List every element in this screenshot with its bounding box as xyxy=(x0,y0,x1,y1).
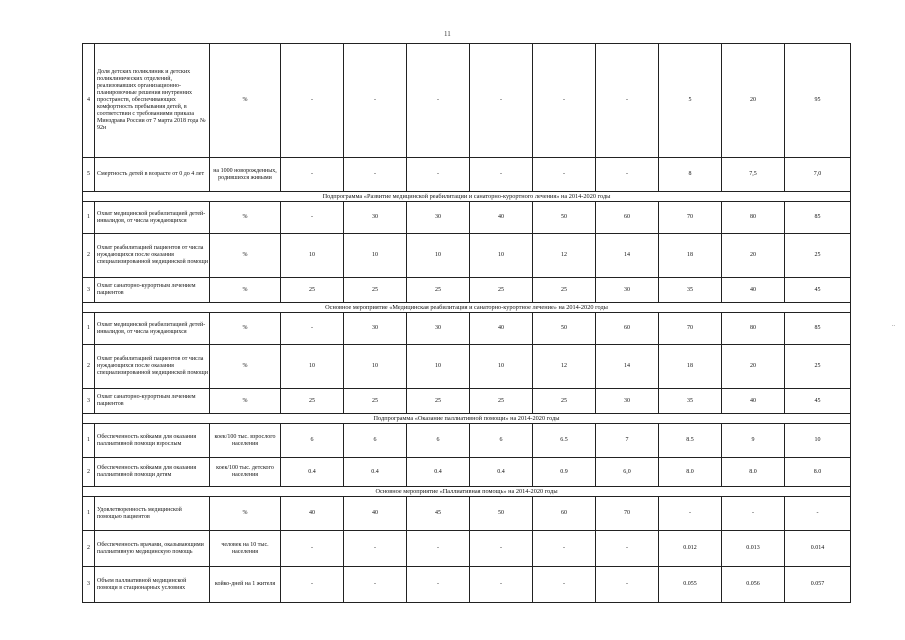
table-row xyxy=(83,313,851,345)
value-cell: - xyxy=(281,202,344,234)
table-row xyxy=(83,278,851,303)
value-cell: 10 xyxy=(785,424,851,458)
table-row xyxy=(83,531,851,567)
value-cell: 0.057 xyxy=(785,567,851,603)
value-cell: 10 xyxy=(407,234,470,278)
value-cell: 25 xyxy=(407,389,470,414)
value-cell: 0.013 xyxy=(722,531,785,567)
value-cell: 6,0 xyxy=(596,458,659,487)
row-number: 2 xyxy=(83,234,95,278)
value-cell: 35 xyxy=(659,389,722,414)
table-row xyxy=(83,158,851,192)
value-cell: 50 xyxy=(470,497,533,531)
unit-cell: % xyxy=(210,278,281,303)
table-row xyxy=(83,567,851,603)
value-cell: - xyxy=(596,567,659,603)
value-cell: 45 xyxy=(785,389,851,414)
indicator-name: Охват санаторно-курортным лечением пациентов xyxy=(95,389,210,414)
value-cell: 35 xyxy=(659,278,722,303)
value-cell: 25 xyxy=(470,389,533,414)
table-row xyxy=(83,234,851,278)
value-cell: - xyxy=(596,44,659,158)
value-cell: 30 xyxy=(596,278,659,303)
indicator-name: Доля детских поликлиник и детских поликлинических отделений, реализовавших организационно-планировочные решения внутренних пространств, обеспечивающих комфортность пребывания детей, в соответствии с требованиями приказа Минздрава России от 7 марта 2018 года № 92н xyxy=(95,44,210,158)
value-cell: 80 xyxy=(722,313,785,345)
section-header-row xyxy=(83,414,851,424)
value-cell: 30 xyxy=(407,313,470,345)
value-cell: 30 xyxy=(407,202,470,234)
value-cell: 40 xyxy=(470,202,533,234)
value-cell: - xyxy=(722,497,785,531)
unit-cell: % xyxy=(210,497,281,531)
value-cell: - xyxy=(281,158,344,192)
value-cell: 25 xyxy=(344,278,407,303)
row-number: 1 xyxy=(83,497,95,531)
row-number: 3 xyxy=(83,278,95,303)
value-cell: 10 xyxy=(407,345,470,389)
value-cell: 0.4 xyxy=(407,458,470,487)
value-cell: 10 xyxy=(470,234,533,278)
table-row xyxy=(83,345,851,389)
value-cell: 10 xyxy=(470,345,533,389)
indicator-name: Удовлетворенность медицинской помощью пациентов xyxy=(95,497,210,531)
value-cell: - xyxy=(407,567,470,603)
indicator-name: Смертность детей в возрасте от 0 до 4 лет xyxy=(95,158,210,192)
value-cell: 7,5 xyxy=(722,158,785,192)
value-cell: - xyxy=(533,44,596,158)
value-cell: - xyxy=(344,531,407,567)
indicator-name: Охват медицинской реабилитацией детей-инвалидов, от числа нуждающихся xyxy=(95,202,210,234)
indicator-name: Охват реабилитацией пациентов от числа нуждающихся после оказания специализированной медицинской помощи xyxy=(95,345,210,389)
value-cell: - xyxy=(281,531,344,567)
value-cell: 25 xyxy=(344,389,407,414)
value-cell: - xyxy=(344,44,407,158)
row-number: 1 xyxy=(83,202,95,234)
value-cell: 20 xyxy=(722,44,785,158)
unit-cell: % xyxy=(210,389,281,414)
value-cell: 7,0 xyxy=(785,158,851,192)
table-row xyxy=(83,44,851,158)
value-cell: 18 xyxy=(659,345,722,389)
row-number: 4 xyxy=(83,44,95,158)
value-cell: - xyxy=(470,531,533,567)
value-cell: - xyxy=(344,567,407,603)
value-cell: 7 xyxy=(596,424,659,458)
unit-cell: коек/100 тыс. детского населения xyxy=(210,458,281,487)
value-cell: 25 xyxy=(785,345,851,389)
table-row xyxy=(83,424,851,458)
indicator-name: Обеспеченность врачами, оказывающими паллиативную медицинскую помощь xyxy=(95,531,210,567)
value-cell: - xyxy=(533,158,596,192)
indicator-name: Обеспеченность койками для оказания паллиативной помощи детям xyxy=(95,458,210,487)
value-cell: 12 xyxy=(533,234,596,278)
unit-cell: человек на 10 тыс. населения xyxy=(210,531,281,567)
value-cell: 0.4 xyxy=(281,458,344,487)
value-cell: 0.014 xyxy=(785,531,851,567)
value-cell: 80 xyxy=(722,202,785,234)
value-cell: 60 xyxy=(596,202,659,234)
value-cell: 5 xyxy=(659,44,722,158)
value-cell: - xyxy=(281,313,344,345)
value-cell: 0.4 xyxy=(470,458,533,487)
row-number: 1 xyxy=(83,313,95,345)
unit-cell: % xyxy=(210,234,281,278)
row-number: 2 xyxy=(83,458,95,487)
value-cell: 6 xyxy=(344,424,407,458)
value-cell: 25 xyxy=(785,234,851,278)
value-cell: 20 xyxy=(722,234,785,278)
value-cell: 6.5 xyxy=(533,424,596,458)
value-cell: 50 xyxy=(533,202,596,234)
unit-cell: % xyxy=(210,44,281,158)
row-number: 2 xyxy=(83,345,95,389)
indicator-name: Охват медицинской реабилитацией детей-инвалидов, от числа нуждающихся xyxy=(95,313,210,345)
value-cell: - xyxy=(470,567,533,603)
page-number: 11 xyxy=(444,30,451,38)
value-cell: 9 xyxy=(722,424,785,458)
unit-cell: % xyxy=(210,313,281,345)
value-cell: - xyxy=(407,158,470,192)
value-cell: 20 xyxy=(722,345,785,389)
table-row xyxy=(83,202,851,234)
value-cell: 0.056 xyxy=(722,567,785,603)
row-number: 5 xyxy=(83,158,95,192)
unit-cell: % xyxy=(210,202,281,234)
value-cell: 25 xyxy=(281,278,344,303)
value-cell: 6 xyxy=(281,424,344,458)
value-cell: 40 xyxy=(344,497,407,531)
value-cell: 8.5 xyxy=(659,424,722,458)
value-cell: 95 xyxy=(785,44,851,158)
value-cell: - xyxy=(470,44,533,158)
value-cell: 12 xyxy=(533,345,596,389)
value-cell: - xyxy=(785,497,851,531)
value-cell: 8.0 xyxy=(722,458,785,487)
value-cell: 40 xyxy=(722,389,785,414)
value-cell: 6 xyxy=(470,424,533,458)
unit-cell: коек/100 тыс. взрослого населения xyxy=(210,424,281,458)
row-number: 3 xyxy=(83,567,95,603)
value-cell: 0.055 xyxy=(659,567,722,603)
value-cell: - xyxy=(407,531,470,567)
value-cell: 85 xyxy=(785,313,851,345)
section-title: Основное мероприятие «Медицинская реабилитация и санаторно-курортное лечение» на 2014-2020 годы xyxy=(83,303,851,313)
value-cell: 40 xyxy=(470,313,533,345)
unit-cell: % xyxy=(210,345,281,389)
value-cell: - xyxy=(407,44,470,158)
value-cell: 45 xyxy=(407,497,470,531)
value-cell: 10 xyxy=(281,234,344,278)
value-cell: 70 xyxy=(659,202,722,234)
section-header-row xyxy=(83,303,851,313)
value-cell: 0.012 xyxy=(659,531,722,567)
value-cell: - xyxy=(596,158,659,192)
value-cell: 10 xyxy=(344,234,407,278)
value-cell: 70 xyxy=(596,497,659,531)
value-cell: - xyxy=(533,567,596,603)
table-row xyxy=(83,458,851,487)
value-cell: 14 xyxy=(596,345,659,389)
value-cell: 45 xyxy=(785,278,851,303)
value-cell: - xyxy=(533,531,596,567)
indicator-name: Обеспеченность койками для оказания паллиативной помощи взрослым xyxy=(95,424,210,458)
section-title: Подпрограмма «Оказание паллиативной помощи» на 2014-2020 годы xyxy=(83,414,851,424)
section-header-row xyxy=(83,192,851,202)
value-cell: 60 xyxy=(533,497,596,531)
section-title: Подпрограмма «Развитие медицинской реабилитации и санаторно-курортного лечения» на 2014-2020 годы xyxy=(83,192,851,202)
unit-cell: на 1000 новорожденных, родившихся живыми xyxy=(210,158,281,192)
value-cell: 50 xyxy=(533,313,596,345)
value-cell: 25 xyxy=(281,389,344,414)
unit-cell: койко-дней на 1 жителя xyxy=(210,567,281,603)
value-cell: 30 xyxy=(344,313,407,345)
value-cell: 40 xyxy=(281,497,344,531)
value-cell: - xyxy=(659,497,722,531)
value-cell: 30 xyxy=(596,389,659,414)
value-cell: 0.4 xyxy=(344,458,407,487)
row-number: 3 xyxy=(83,389,95,414)
value-cell: 18 xyxy=(659,234,722,278)
value-cell: 6 xyxy=(407,424,470,458)
value-cell: 85 xyxy=(785,202,851,234)
value-cell: 8.0 xyxy=(659,458,722,487)
indicators-table xyxy=(82,43,851,603)
table-row xyxy=(83,497,851,531)
value-cell: 25 xyxy=(470,278,533,303)
value-cell: 10 xyxy=(344,345,407,389)
value-cell: 8 xyxy=(659,158,722,192)
indicator-name: Охват реабилитацией пациентов от числа нуждающихся после оказания специализированной медицинской помощи xyxy=(95,234,210,278)
section-title: Основное мероприятие «Паллиативная помощь» на 2014-2020 годы xyxy=(83,487,851,497)
value-cell: - xyxy=(281,567,344,603)
value-cell: 14 xyxy=(596,234,659,278)
value-cell: 25 xyxy=(533,389,596,414)
value-cell: 70 xyxy=(659,313,722,345)
value-cell: - xyxy=(596,531,659,567)
value-cell: 40 xyxy=(722,278,785,303)
table-row xyxy=(83,389,851,414)
value-cell: - xyxy=(281,44,344,158)
value-cell: 8.0 xyxy=(785,458,851,487)
row-number: 2 xyxy=(83,531,95,567)
section-header-row xyxy=(83,487,851,497)
value-cell: - xyxy=(344,158,407,192)
value-cell: 60 xyxy=(596,313,659,345)
indicator-name: Охват санаторно-курортным лечением пациентов xyxy=(95,278,210,303)
value-cell: 30 xyxy=(344,202,407,234)
value-cell: 25 xyxy=(533,278,596,303)
indicator-name: Объем паллиативной медицинской помощи в стационарных условиях xyxy=(95,567,210,603)
value-cell: 10 xyxy=(281,345,344,389)
value-cell: 0.9 xyxy=(533,458,596,487)
row-number: 1 xyxy=(83,424,95,458)
value-cell: 25 xyxy=(407,278,470,303)
value-cell: - xyxy=(470,158,533,192)
margin-mark: .. xyxy=(892,322,895,328)
